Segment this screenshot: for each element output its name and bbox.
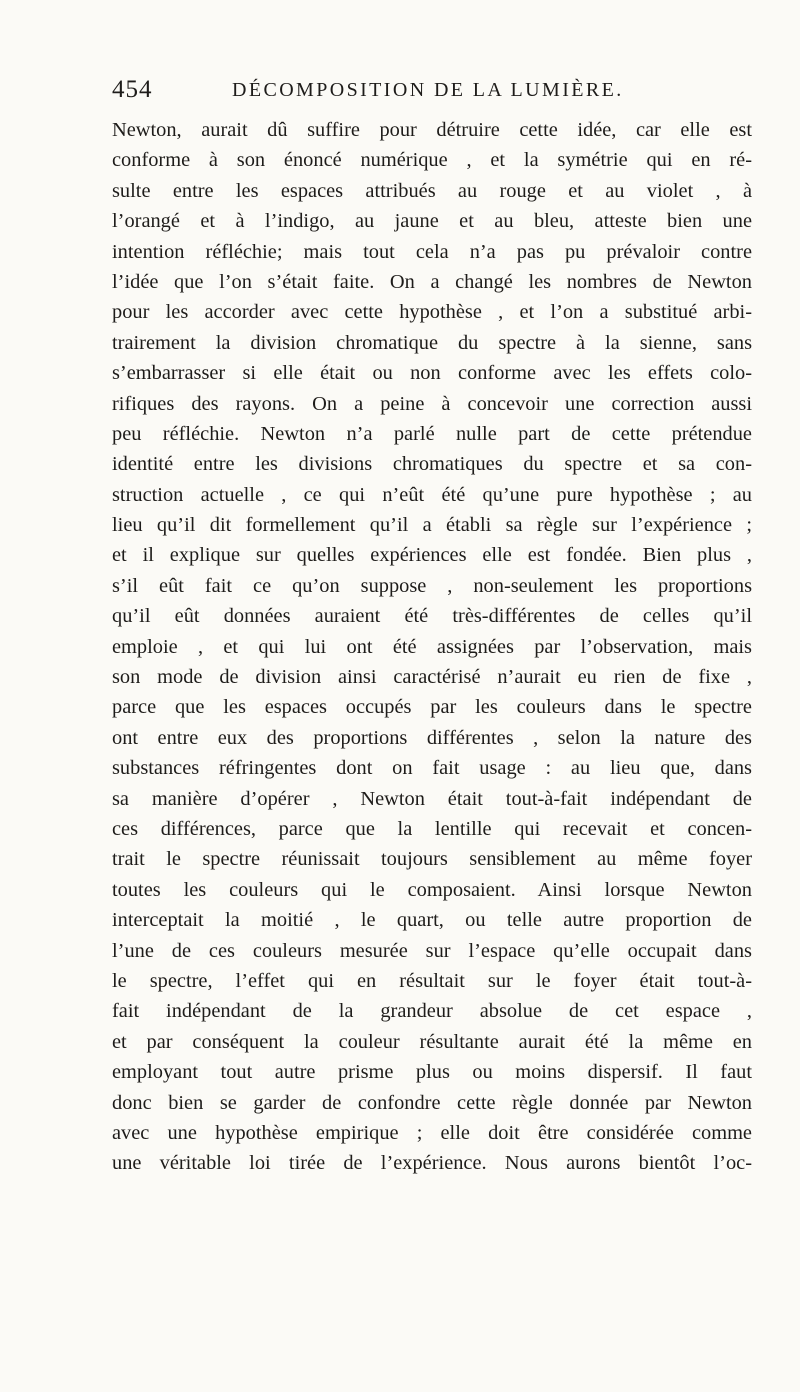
text-line: peu réfléchie. Newton n’a parlé nulle part de cette prétendue	[112, 422, 752, 445]
page-number: 454	[112, 76, 153, 103]
text-line: l’une de ces couleurs mesurée sur l’espace qu’elle occupait dans	[112, 939, 752, 962]
text-line: ont entre eux des proportions différentes , selon la nature des	[112, 726, 752, 749]
text-line: sulte entre les espaces attribués au rouge et au violet , à	[112, 179, 752, 202]
running-head	[112, 76, 632, 112]
text-line: avec une hypothèse empirique ; elle doit être considérée comme	[112, 1121, 752, 1144]
text-line: ces différences, parce que la lentille qui recevait et concen-	[112, 817, 752, 840]
text-line: interceptait la moitié , le quart, ou telle autre proportion de	[112, 909, 752, 932]
text-line: et par conséquent la couleur résultante aurait été la même en	[112, 1030, 752, 1053]
text-line: son mode de division ainsi caractérisé n’aurait eu rien de fixe ,	[112, 666, 752, 689]
text-line: s’embarrasser si elle était ou non conforme avec les effets colo-	[112, 362, 752, 385]
text-line: conforme à son énoncé numérique , et la symétrie qui en ré-	[112, 149, 752, 172]
text-line: trairement la division chromatique du spectre à la sienne, sans	[112, 331, 752, 354]
running-title: DÉCOMPOSITION DE LA LUMIÈRE.	[232, 79, 624, 101]
text-line: s’il eût fait ce qu’on suppose , non-seulement les proportions	[112, 574, 752, 597]
text-line: Newton, aurait dû suffire pour détruire cette idée, car elle est	[112, 119, 752, 141]
text-line: le spectre, l’effet qui en résultait sur le foyer était tout-à-	[112, 969, 752, 992]
text-line: lieu qu’il dit formellement qu’il a établi sa règle sur l’expérience ;	[112, 514, 752, 537]
text-line: rifiques des rayons. On a peine à concevoir une correction aussi	[112, 392, 752, 415]
text-line: donc bien se garder de confondre cette règle donnée par Newton	[112, 1091, 752, 1114]
text-line: parce que les espaces occupés par les couleurs dans le spectre	[112, 696, 752, 719]
text-line: employant tout autre prisme plus ou moins dispersif. Il faut	[112, 1061, 752, 1084]
text-line: l’orangé et à l’indigo, au jaune et au bleu, atteste bien une	[112, 210, 752, 233]
text-line: trait le spectre réunissait toujours sensiblement au même foyer	[112, 848, 752, 871]
text-line: une véritable loi tirée de l’expérience. Nous aurons bientôt l’oc-	[112, 1152, 752, 1175]
text-line: identité entre les divisions chromatiques du spectre et sa con-	[112, 453, 752, 476]
text-line: et il explique sur quelles expériences elle est fondée. Bien plus ,	[112, 544, 752, 567]
text-line: toutes les couleurs qui le composaient. Ainsi lorsque Newton	[112, 878, 752, 901]
text-line: fait indépendant de la grandeur absolue de cet espace ,	[112, 1000, 752, 1023]
body-text	[112, 115, 752, 1179]
text-line: l’idée que l’on s’était faite. On a changé les nombres de Newton	[112, 270, 752, 293]
text-line: sa manière d’opérer , Newton était tout-à-fait indépendant de	[112, 787, 752, 810]
text-line: struction actuelle , ce qui n’eût été qu’une pure hypothèse ; au	[112, 483, 752, 506]
text-line: pour les accorder avec cette hypothèse , et l’on a substitué arbi-	[112, 301, 752, 324]
text-line: substances réfringentes dont on fait usage : au lieu que, dans	[112, 757, 752, 780]
text-line: qu’il eût données auraient été très-différentes de celles qu’il	[112, 605, 752, 628]
text-line: emploie , et qui lui ont été assignées par l’observation, mais	[112, 635, 752, 658]
text-line: intention réfléchie; mais tout cela n’a pas pu prévaloir contre	[112, 240, 752, 263]
